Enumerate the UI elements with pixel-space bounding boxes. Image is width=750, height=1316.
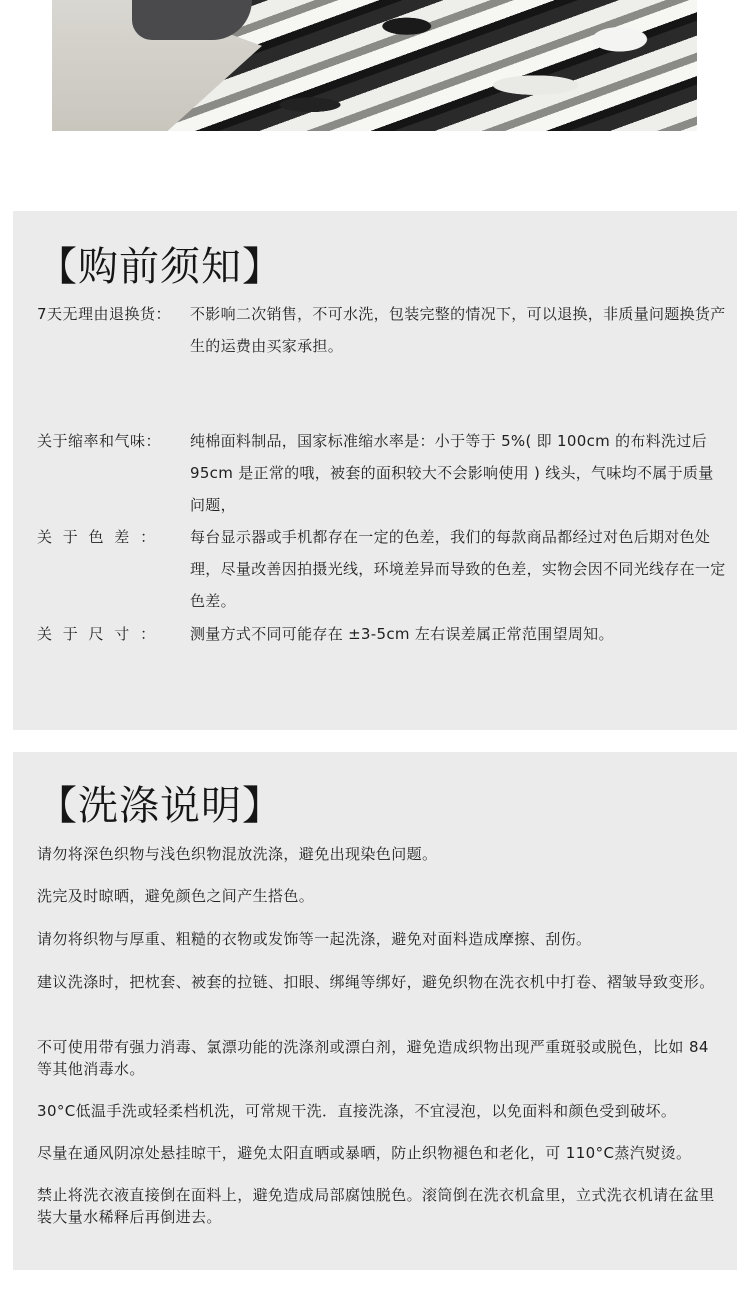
notice-text-size: 测量方式不同可能存在 ±3-5cm 左右误差属正常范围望周知。: [190, 625, 614, 643]
notice-text-color: 每台显示器或手机都存在一定的色差，我们的每款商品都经过对色后期对色处理，尽量改善因拍摄光线，环境差异而导致的色差，实物会因不同光线存在一定色差。: [190, 528, 726, 610]
washing-item: 请勿将深色织物与浅色织物混放洗涤，避免出现染色问题。: [37, 845, 438, 863]
notice-label-return: 7天无理由退换货：: [37, 305, 172, 323]
purchase-notice-panel: [13, 211, 737, 730]
product-photo: [52, 0, 697, 131]
notice-row-return: [37, 298, 727, 362]
washing-heading: 【洗涤说明】: [37, 783, 283, 829]
washing-item: 禁止将洗衣液直接倒在面料上，避免造成局部腐蚀脱色。滚筒倒在洗衣机盒里，立式洗衣机请在盆里装大量水稀释后再倒进去。: [37, 1186, 715, 1226]
photo-shadow: [132, 0, 252, 40]
purchase-notice-heading: 【购前须知】: [37, 244, 283, 290]
washing-panel: [13, 752, 737, 1270]
notice-row-size: [37, 618, 727, 650]
notice-row-color: [37, 521, 727, 617]
washing-item: 洗完及时晾晒，避免颜色之间产生搭色。: [37, 887, 315, 905]
notice-row-shrinkage: [37, 425, 727, 521]
notice-label-shrinkage: 关于缩率和气味：: [37, 432, 162, 450]
washing-item: 建议洗涤时，把枕套、被套的拉链、扣眼、绑绳等绑好，避免织物在洗衣机中打卷、褶皱导致变形。: [37, 973, 715, 991]
notice-label-size: 关 于 尺 寸 ：: [37, 625, 159, 643]
washing-item: 请勿将织物与厚重、粗糙的衣物或发饰等一起洗涤，避免对面料造成摩擦、刮伤。: [37, 930, 592, 948]
notice-label-color: 关 于 色 差 ：: [37, 528, 159, 546]
washing-item: 尽量在通风阴凉处悬挂晾干，避免太阳直晒或暴晒，防止织物褪色和老化，可 110°C蒸汽熨烫。: [37, 1144, 692, 1162]
washing-item: 不可使用带有强力消毒、氯漂功能的洗涤剂或漂白剂，避免造成织物出现严重斑驳或脱色，比如 84 等其他消毒水。: [37, 1038, 709, 1078]
notice-text-shrinkage: 纯棉面料制品，国家标准缩水率是：小于等于 5%( 即 100cm 的布料洗过后 95cm 是正常的哦，被套的面积较大不会影响使用 ) 线头，气味均不属于质量问题，: [190, 432, 714, 514]
notice-text-return: 不影响二次销售，不可水洗，包装完整的情况下，可以退换，非质量问题换货产生的运费由买家承担。: [190, 305, 726, 355]
washing-item: 30°C低温手洗或轻柔档机洗，可常规干洗．直接洗涤，不宜浸泡，以免面料和颜色受到破坏。: [37, 1102, 677, 1120]
